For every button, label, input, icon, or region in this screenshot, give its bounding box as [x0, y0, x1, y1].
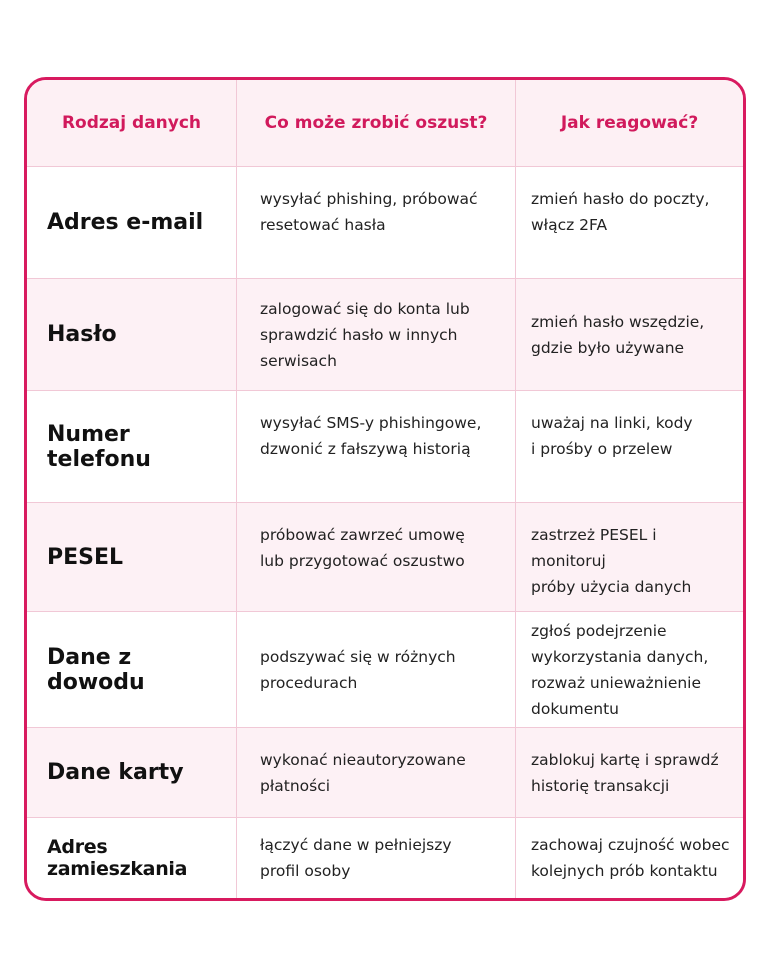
threat-text: podszywać się w różnych procedurach	[260, 647, 456, 692]
row-response-email	[516, 167, 743, 279]
data-breach-table	[24, 77, 746, 901]
row-response-phone	[516, 391, 743, 503]
response-text: zachowaj czujność wobec kolejnych prób kontaktu	[531, 836, 730, 880]
row-response-pesel	[516, 503, 743, 612]
threat-text: wysyłać phishing, próbować resetować hasła	[260, 190, 478, 234]
table-grid	[27, 80, 743, 898]
header-threat: Co może zrobić oszust?	[237, 80, 516, 167]
threat-text: łączyć dane w pełniejszy profil osoby	[260, 836, 452, 880]
row-label-email: Adres e-mail	[27, 167, 237, 279]
row-threat-password	[237, 279, 516, 391]
row-label-pesel: PESEL	[27, 503, 237, 612]
row-label-password: Hasło	[27, 279, 237, 391]
row-response-password	[516, 279, 743, 391]
row-threat-email	[237, 167, 516, 279]
row-label-id-card: Dane z dowodu	[27, 612, 237, 728]
row-response-address	[516, 818, 743, 898]
row-threat-id-card	[237, 612, 516, 728]
threat-text: wykonać nieautoryzowane płatności	[260, 750, 466, 795]
threat-text: próbować zawrzeć umowę lub przygotować oszustwo	[260, 526, 465, 570]
response-text: zastrzeż PESEL i monitoruj próby użycia danych	[531, 526, 692, 596]
header-data-type: Rodzaj danych	[27, 80, 237, 167]
threat-text: zalogować się do konta lub sprawdzić hasło w innych serwisach	[260, 299, 470, 370]
row-threat-address	[237, 818, 516, 898]
response-text: zmień hasło wszędzie, gdzie było używane	[531, 312, 705, 357]
threat-text: wysyłać SMS-y phishingowe, dzwonić z fałszywą historią	[260, 414, 482, 458]
row-response-id-card	[516, 612, 743, 728]
row-label-card: Dane karty	[27, 728, 237, 818]
response-text: zmień hasło do poczty, włącz 2FA	[531, 190, 710, 234]
row-label-phone: Numer telefonu	[27, 391, 237, 503]
response-text: zgłoś podejrzenie wykorzystania danych, rozważ unieważnienie dokumentu	[531, 621, 709, 718]
header-response: Jak reagować?	[516, 80, 743, 167]
response-text: uważaj na linki, kody i prośby o przelew	[531, 414, 693, 458]
row-label-address: Adres zamieszkania	[27, 818, 237, 898]
row-threat-phone	[237, 391, 516, 503]
row-threat-pesel	[237, 503, 516, 612]
row-threat-card	[237, 728, 516, 818]
row-response-card	[516, 728, 743, 818]
response-text: zablokuj kartę i sprawdź historię transakcji	[531, 750, 719, 795]
